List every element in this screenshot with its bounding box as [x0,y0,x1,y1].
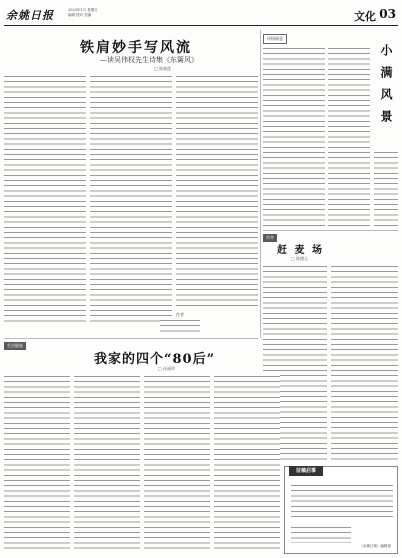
sidebar-title [374,44,393,132]
notice-box [284,466,398,554]
article-1-subtitle: —读吴伟权先生诗集《东篱风》 [100,56,198,64]
sidebar-title-text: 小满风景 [379,44,393,132]
sidebar-column-tag: 诗情画意 [263,34,287,44]
article-1-column-2 [90,74,172,324]
article-2-column-1 [4,374,70,552]
issue-editors: 编辑 校对 美编 [68,13,92,17]
issue-line [68,8,188,18]
article-1-author: □ 陈晓莲 [154,66,172,71]
article-2-column-3 [144,374,210,552]
article-1-signoff: 作者 [176,312,184,317]
paper-name: 余姚日报 [6,9,54,22]
notice-box-footer: 《余姚日报》编辑部 [359,544,391,548]
article-3-title: 赶 麦 场 [277,245,324,256]
article-2-author: □ 孙丽珍 [158,366,176,371]
article-2-title: 我家的四个“80后” [94,352,216,367]
sidebar-rule [263,230,398,231]
article-3-column-tag: 市井 [263,234,277,242]
article-2-column-4 [214,374,280,552]
issue-date: 2020年1月 星期日 [68,8,98,12]
article-1-title: 铁肩妙手写风流 [80,40,192,56]
article-2-rule [4,338,258,339]
section-name: 文化 [354,10,376,23]
article-3-author: □ 陈德元 [291,256,309,261]
article-3-column-2 [331,264,398,460]
masthead [4,6,398,26]
article-2-column-tag: 生活随笔 [4,342,26,350]
sidebar-column-3 [374,150,398,226]
notice-box-contact [291,525,351,543]
notice-box-text [291,483,393,519]
article-1-column-3 [176,74,258,310]
sidebar-column-2 [328,46,370,226]
article-1-column-1 [4,74,86,322]
article-1-signoff-lines [160,318,200,332]
notice-box-tag: 征稿启事 [289,466,323,476]
page-number: 03 [379,7,396,21]
article-2-column-2 [74,374,140,552]
column-divider [260,30,261,338]
sidebar-column-1 [263,46,325,226]
